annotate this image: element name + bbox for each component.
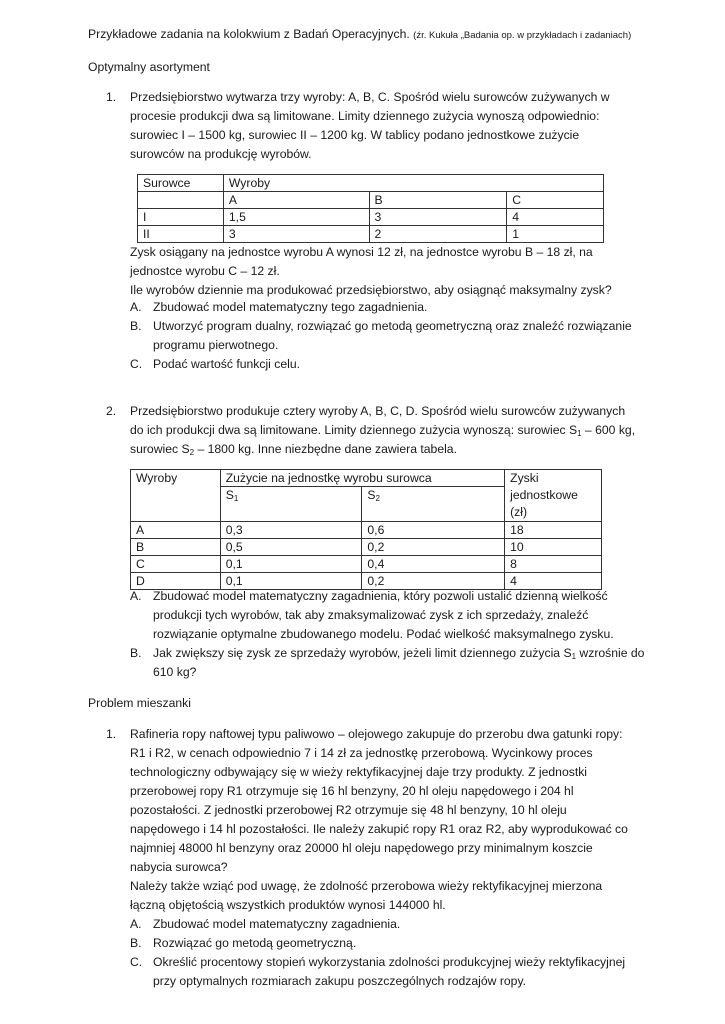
- table-cell: 0,5: [220, 539, 362, 556]
- task3-line: nabycia surowca?: [130, 860, 228, 874]
- table-cell: I: [138, 209, 224, 226]
- task3-line: przerobowej ropy R1 otrzymuje się 16 hl benzyny, 20 hl oleju napędowego i 204 hl: [130, 784, 574, 798]
- task-number: 1.: [106, 727, 117, 741]
- table-header-cell: A: [223, 192, 369, 209]
- item-letter: A.: [130, 300, 142, 314]
- task3-line: łączną objętością wszystkich produktów wynosi 144000 hl.: [130, 898, 446, 912]
- table-header-cell: Wyroby: [131, 470, 221, 522]
- table-header-cell: Wyroby: [223, 175, 603, 192]
- item-letter: B.: [130, 319, 142, 333]
- task3-line: napędowego i 14 hl pozostałości. Ile należy zakupić ropy R1 oraz R2, aby wyprodukować co: [130, 822, 628, 836]
- table-cell: 10: [505, 539, 602, 556]
- item-text: Zbudować model matematyczny zagadnienia.: [153, 917, 401, 931]
- task-number: 1.: [106, 90, 117, 104]
- task1-line: procesie produkcji dwa są limitowane. Limity dziennego zużycia wynoszą odpowiednio:: [130, 109, 600, 123]
- table-cell: C: [131, 556, 221, 573]
- table-header-cell: B: [369, 192, 507, 209]
- table-header-cell: C: [507, 192, 604, 209]
- table-cell: 0,2: [362, 573, 505, 590]
- table-cell: 1,5: [223, 209, 369, 226]
- task1-line: Przedsiębiorstwo wytwarza trzy wyroby: A, B, C. Spośród wielu surowców zużywanych w: [130, 90, 610, 104]
- table-cell: 4: [507, 209, 604, 226]
- task3-line: pozostałości. Z jednostki przerobowej R2 otrzymuje się 48 hl benzyny, 10 hl oleju: [130, 803, 567, 817]
- table-cell: 3: [369, 209, 507, 226]
- task2-table: [130, 469, 602, 590]
- item-text: Jak zwiększy się zysk ze sprzedaży wyrobów, jeżeli limit dziennego zużycia $S_1$ wzrośnie do: [153, 646, 645, 661]
- item-letter: B.: [130, 936, 142, 950]
- item-text: Podać wartość funkcji celu.: [153, 357, 300, 371]
- table-cell: 1: [507, 226, 604, 243]
- task1-table: [137, 174, 604, 243]
- item-text: programu pierwotnego.: [153, 338, 279, 352]
- task2-line: Przedsiębiorstwo produkuje cztery wyroby A, B, C, D. Spośród wielu surowców zużywanych: [130, 404, 626, 418]
- table-header-cell-profits: Zyski jednostkowe (zł): [505, 470, 602, 522]
- table-cell: 0,4: [362, 556, 505, 573]
- task3-line: technologiczny odbywający się w wieży rektyfikacyjnej daje trzy produkty. Z jednostki: [130, 765, 588, 779]
- item-letter: A.: [130, 917, 142, 931]
- item-text: rozwiązanie optymalne zbudowanego modelu. Podać wielkość maksymalnego zysku.: [153, 627, 614, 641]
- task-number: 2.: [106, 404, 117, 418]
- table-cell: II: [138, 226, 224, 243]
- task1-line: surowiec I – 1500 kg, surowiec II – 1200 kg. W tablicy podano jednostkowe zużycie: [130, 128, 580, 142]
- page-header: [88, 27, 631, 41]
- table-row: [131, 556, 602, 573]
- table-cell: 3: [223, 226, 369, 243]
- item-text: 610 kg?: [153, 665, 197, 679]
- table-cell: B: [131, 539, 221, 556]
- header-source: (źr. Kukuła „Badania op. w przykładach i zadaniach): [413, 30, 632, 41]
- task2-line: do ich produkcji dwa są limitowane. Limity dziennego zużycia wynoszą: surowiec $S_1 - 600$ kg,: [130, 423, 636, 438]
- table-cell: D: [131, 573, 221, 590]
- table-row: [131, 522, 602, 539]
- item-letter: A.: [130, 589, 142, 603]
- section-heading-optimal-assortment: Optymalny asortyment: [88, 60, 210, 74]
- table-cell: 2: [369, 226, 507, 243]
- task3-line: najmniej 48000 hl benzyny oraz 20000 hl oleju napędowego przy minimalnym koszcie: [130, 841, 593, 855]
- item-text: produkcji tych wyrobów, tak aby zmaksymalizować zysk z ich sprzedaży, znaleźć: [153, 608, 589, 622]
- table-cell: A: [131, 522, 221, 539]
- item-text: Utworzyć program dualny, rozwiązać go metodą geometryczną oraz znaleźć rozwiązanie: [153, 319, 632, 333]
- table-header-cell-s2: $S_2$: [362, 487, 505, 522]
- item-text: Rozwiązać go metodą geometryczną.: [153, 936, 357, 950]
- item-text: Zbudować model matematyczny zagadnienia, który pozwoli ustalić dzienną wielkość: [153, 589, 608, 603]
- table-cell: 0,1: [220, 573, 362, 590]
- table-cell: 0,3: [220, 522, 362, 539]
- task1-line: surowców na produkcję wyrobów.: [130, 147, 312, 161]
- table-cell: 0,2: [362, 539, 505, 556]
- table-cell: 0,6: [362, 522, 505, 539]
- table-cell: 8: [505, 556, 602, 573]
- task1-question: Ile wyrobów dziennie ma produkować przedsiębiorstwo, aby osiągnąć maksymalny zysk?: [130, 283, 612, 297]
- table-cell: 0,1: [220, 556, 362, 573]
- section-heading-mixture-problem: Problem mieszanki: [88, 696, 191, 710]
- table-cell: 18: [505, 522, 602, 539]
- item-text: Określić procentowy stopień wykorzystania zdolności produkcyjnej wieży rektyfikacyjnej: [153, 955, 626, 969]
- item-letter: B.: [130, 646, 142, 660]
- task3-line: R1 i R2, w cenach odpowiednio 7 i 14 zł za jednostkę przerobową. Wycinkowy proces: [130, 746, 593, 760]
- item-text: przy optymalnych rozmiarach zakupu poszczególnych rodzajów ropy.: [153, 974, 527, 988]
- task3-line: Rafineria ropy naftowej typu paliwowo – olejowego zakupuje do przerobu dwa gatunki ropy:: [130, 727, 623, 741]
- table-header-cell: Zużycie na jednostkę wyrobu surowca: [220, 470, 504, 487]
- task2-line: surowiec $S_2 - 1800$ kg. Inne niezbędne dane zawiera tabela.: [130, 442, 457, 457]
- task1-text: jednostce wyrobu C – 12 zł.: [130, 264, 280, 278]
- table-row: [131, 539, 602, 556]
- header-title: Przykładowe zadania na kolokwium z Badań Operacyjnych.: [88, 27, 410, 41]
- item-letter: C.: [130, 955, 143, 969]
- table-row: [138, 209, 604, 226]
- table-cell: [138, 192, 224, 209]
- task3-line: Należy także wziąć pod uwagę, że zdolność przerobowa wieży rektyfikacyjnej mierzona: [130, 879, 603, 893]
- task1-text: Zysk osiągany na jednostce wyrobu A wynosi 12 zł, na jednostce wyrobu B – 18 zł, na: [130, 245, 593, 259]
- table-cell: 4: [505, 573, 602, 590]
- table-row: [138, 226, 604, 243]
- item-text: Zbudować model matematyczny tego zagadnienia.: [153, 300, 428, 314]
- table-header-cell: Surowce: [138, 175, 224, 192]
- table-header-cell-s1: $S_1$: [220, 487, 362, 522]
- item-letter: C.: [130, 357, 143, 371]
